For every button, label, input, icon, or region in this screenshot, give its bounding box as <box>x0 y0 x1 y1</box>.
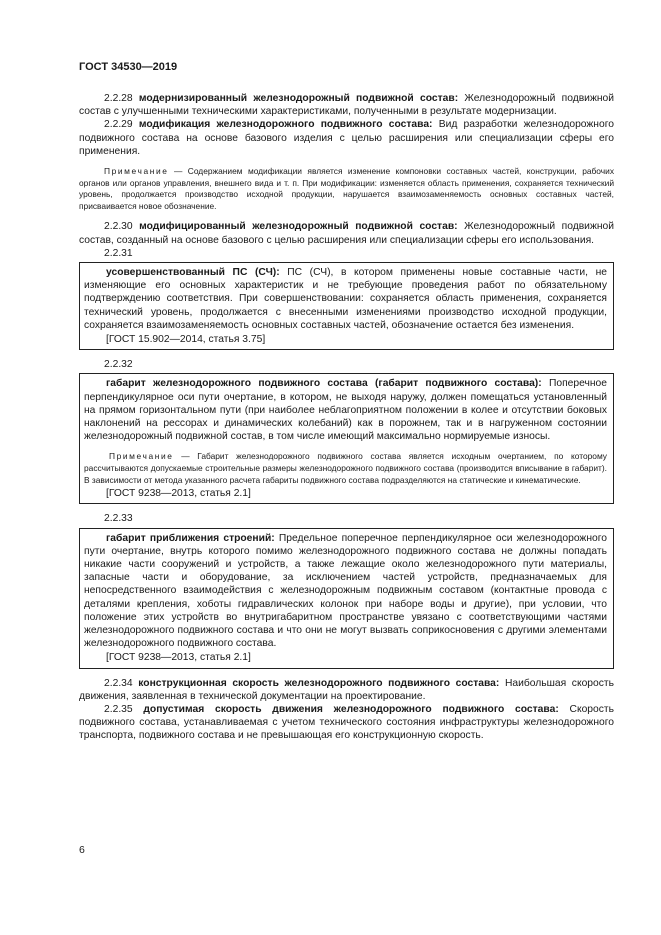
term-name: конструкционная скорость железнодорожного подвижного состава: <box>138 677 500 689</box>
term-definition: Предельное поперечное перпендикулярное оси железнодорожного пути очертание, внутрь которого помимо железнодорожного подвижного состава не должны попадать никакие части сооружений и устройств, а также лежащие около железнодорожного пути материалы, запасные части и оборудование, за исключением частей устройств, предназначаемых для непосредственного взаимодействия с железнодорожным подвижным составом (контактные провода с деталями крепления, хоботы гидравлических колонок при наборе воды и другие), при условии, что положение этих устройств во внутригабаритном пространстве увязано с соответствующими частями железнодорожного подвижного состава и что они не могут вызвать соприкосновения с другими элементами железнодорожного подвижного состава. <box>84 532 607 650</box>
term-number: 2.2.29 <box>104 119 133 131</box>
term-name: модифицированный железнодорожный подвижной состав: <box>139 221 458 233</box>
note-text: — Содержанием модификации является изменение компоновки составных частей, конструкции, рабочих органов или органов управления, внешнего вида и т. п. При модификации: изменяется область применения, сохраняется технический уровень, продолжается производство исходной продукции, нарушается взаимозаменяемость основных составных частей, присваивается новое обозначение. <box>79 166 615 211</box>
term-number: 2.2.30 <box>104 221 133 233</box>
term-definition: Железнодорожный подвижной состав, созданный на основе базового с целью расширения или специализации сферы его использования. <box>79 221 614 246</box>
term-name: модификация железнодорожного подвижного состава: <box>138 119 433 131</box>
term-name: габарит приближения строений: <box>106 532 275 544</box>
term-definition: Поперечное перпендикулярное оси пути очертание, в котором, не выходя наружу, должен помещаться установленный на прямом горизонтальном пути (при наиболее неблагоприятном положении в колее и отсутствии боковых наклонений на рессорах и динамических колебаний) как в порожнем, так и в нагруженном состоянии железнодорожный подвижной состав, в том числе имеющий максимально нормируемые износы. <box>84 378 607 443</box>
boxed-term-2-2-31 <box>79 262 614 350</box>
term-name: допустимая скорость движения железнодорожного подвижного состава: <box>143 704 559 716</box>
term-number-2-2-31: 2.2.31 <box>104 247 133 259</box>
note-2-2-29 <box>79 166 614 212</box>
term-definition: Железнодорожный подвижной состав с улучшенными техническими характеристиками, полученными в результате модернизации. <box>79 93 614 118</box>
term-number: 2.2.28 <box>104 93 133 104</box>
source-reference: [ГОСТ 9238—2013, статья 2.1] <box>106 652 251 664</box>
source-reference: [ГОСТ 9238—2013, статья 2.1] <box>106 488 251 500</box>
term-2-2-34 <box>79 677 614 703</box>
term-name: модернизированный железнодорожный подвижной состав: <box>138 93 459 104</box>
term-number-2-2-32: 2.2.32 <box>104 359 133 371</box>
note-text: — Габарит железнодорожного подвижного состава является исходным очертанием, по которому рассчитываются допускаемые строительные размеры железнодорожного подвижного состава (производится вписывание в габарит). В зависимости от метода указанного расчета габариты подвижного состава подразделяются на статические и кинематические. <box>84 451 607 485</box>
boxed-term-2-2-32 <box>79 373 614 504</box>
term-2-2-28 <box>79 92 614 118</box>
term-number: 2.2.34 <box>104 677 133 689</box>
term-2-2-29 <box>79 118 614 158</box>
term-number: 2.2.35 <box>104 704 133 716</box>
term-definition: Вид разработки железнодорожного подвижного состава на основе базового изделия с целью расширения или специализации сферы его применения. <box>79 119 614 157</box>
term-number-2-2-33: 2.2.33 <box>104 513 133 525</box>
term-name: габарит железнодорожного подвижного состава (габарит подвижного состава): <box>106 378 542 390</box>
term-2-2-35 <box>79 703 614 743</box>
source-reference: [ГОСТ 15.902—2014, статья 3.75] <box>106 334 266 346</box>
page-number: 6 <box>79 844 85 856</box>
term-definition: Скорость подвижного состава, устанавливаемая с учетом технического состояния инфраструктуры железнодорожного транспорта, подвижного состава и не превышающая его конструкционную скорость. <box>79 704 614 742</box>
note-label: Примечание <box>104 166 169 177</box>
note-label: Примечание <box>109 451 174 462</box>
term-name: усовершенствованный ПС (СЧ): <box>106 267 280 278</box>
page-header: ГОСТ 34530—2019 <box>79 61 178 73</box>
term-definition: ПС (СЧ), в котором применены новые составные части, не изменяющие его основных характеристик и не требующие проведения работ по обязательному подтверждению соответствия. При совершенствовании: сохраняется область применения, сохраняется технический уровень, продолжается с внесенными изменениями производство исходной продукции, сохраняется взаимозаменяемость основных составных частей, обозначение остается без изменения. <box>84 267 607 331</box>
note-2-2-32 <box>84 451 607 486</box>
term-2-2-30 <box>79 220 614 246</box>
document-body <box>79 92 614 743</box>
boxed-term-2-2-33 <box>79 528 614 669</box>
term-definition: Наибольшая скорость движения, заявленная в технической документации на проектирование. <box>79 677 614 702</box>
